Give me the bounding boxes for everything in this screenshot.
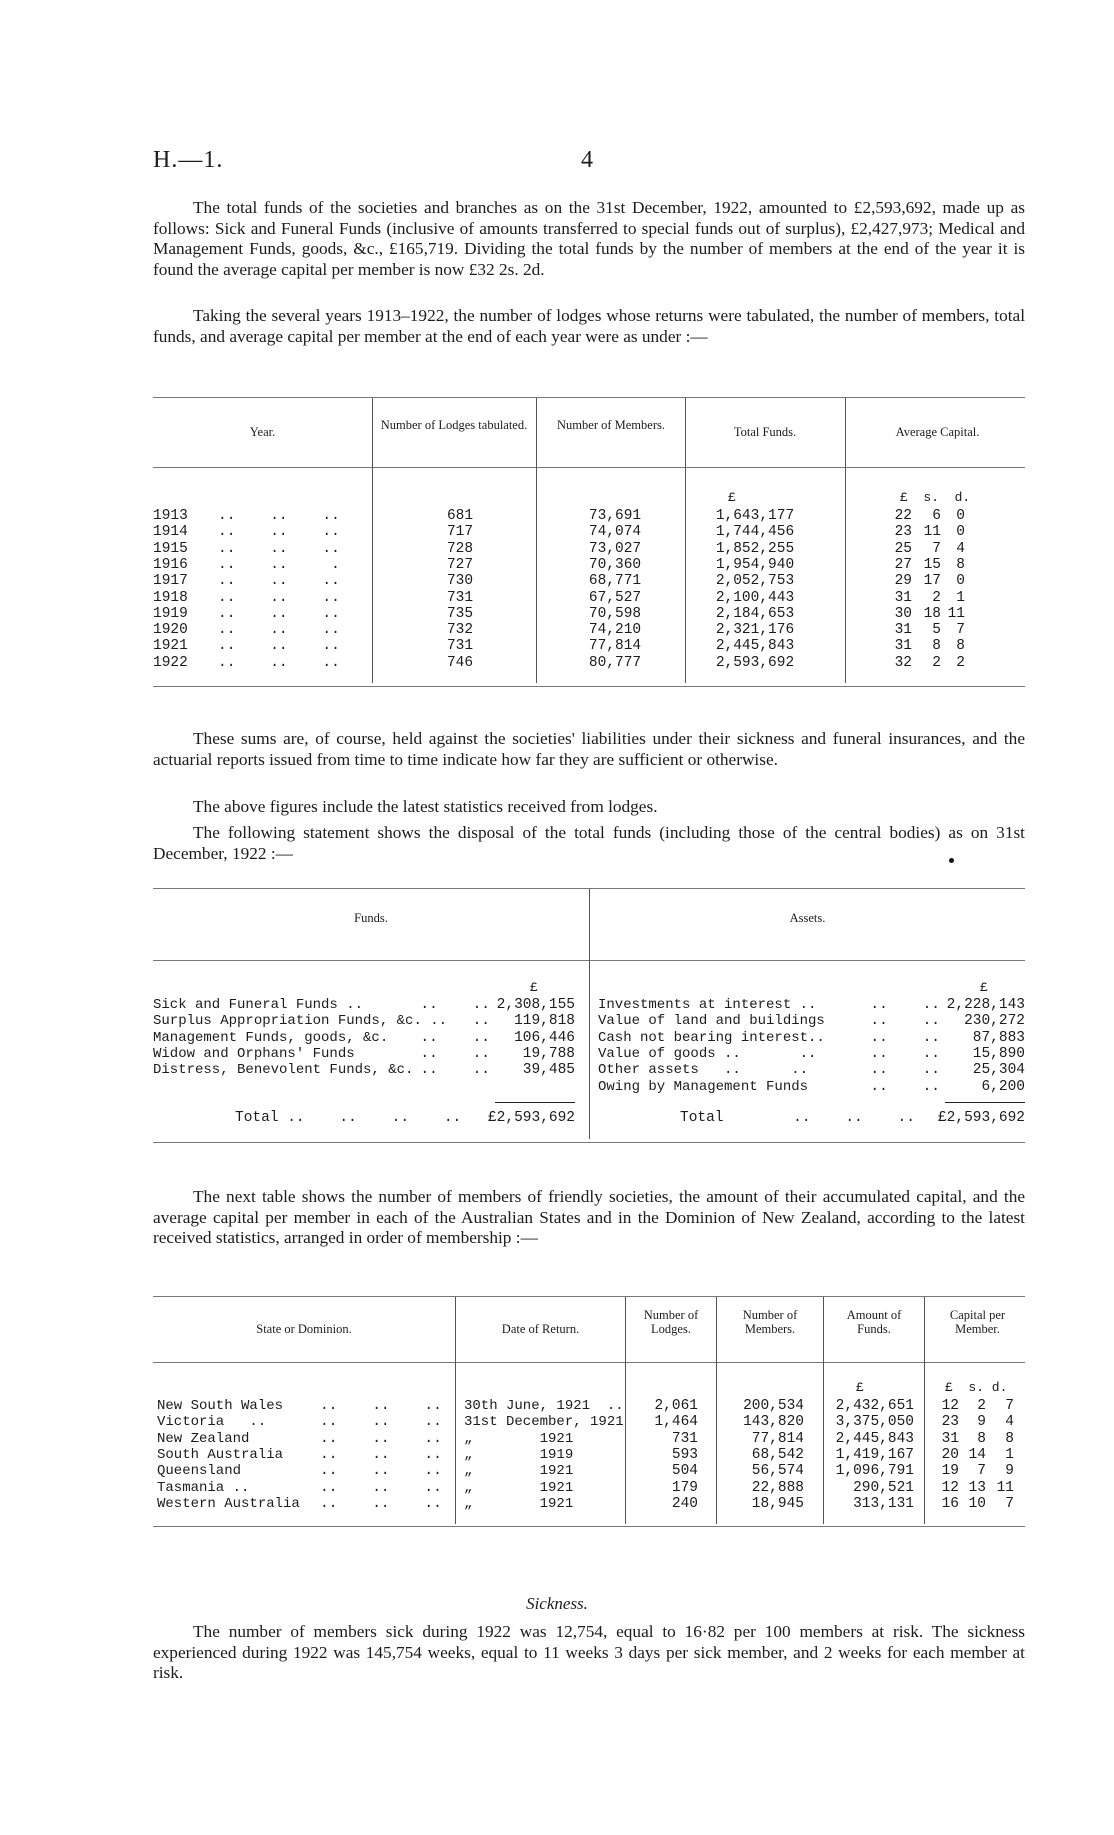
year-cell: 1920: [153, 622, 188, 639]
shillings-cell: 2: [977, 1398, 986, 1414]
members-cell: 18,945: [751, 1495, 804, 1512]
fund-value: 2,308,155: [496, 997, 575, 1013]
members-cell: 74,210: [588, 622, 642, 639]
state-cell: Queensland: [157, 1463, 242, 1480]
lodges-cell: 504: [671, 1463, 698, 1480]
lodges-cell: 731: [446, 589, 474, 606]
paragraph-years-intro: Taking the several years 1913–1922, the number of lodges whose returns were tabulated, the number of members, total funds, and average capital per member at the end of each year were as under :—: [153, 306, 1025, 346]
year-cell: 1914: [153, 524, 188, 541]
paragraph-states-intro: The next table shows the number of members of friendly societies, the amount of their accumulated capital, and the average capital per member in each of the Australian States and in the Dominion of New Zealand, according to the latest received statistics, arranged in order of membership :—: [153, 1187, 1025, 1247]
asset-label: Owing by Management Funds: [598, 1078, 809, 1095]
state-cell: South Australia: [157, 1446, 284, 1463]
asset-value: 230,272: [964, 1013, 1025, 1030]
asset-label: Other assets .. ..: [598, 1062, 809, 1079]
asset-value: 6,200: [981, 1078, 1025, 1095]
leader-dots: .. .. ..: [218, 524, 340, 541]
header-state: State or Dominion.: [256, 1322, 352, 1336]
lodges-cell: 735: [446, 605, 474, 622]
year-cell: 1919: [153, 605, 188, 622]
leader-dots: .. .. ..: [218, 508, 340, 524]
shillings-cell: 11: [923, 524, 941, 541]
asset-label: Investments at interest ..: [598, 997, 817, 1013]
pence-cell: 8: [956, 638, 965, 655]
date-cell: „ 1921: [464, 1495, 574, 1512]
fund-label: Sick and Funeral Funds ..: [153, 997, 364, 1013]
assets-total-label: Total .. .. ..: [680, 1110, 915, 1126]
leader-dots: .. ..: [870, 1013, 940, 1030]
assets-total-value: £2,593,692: [937, 1110, 1025, 1126]
table-rule: [153, 1142, 1025, 1143]
shillings-cell: 6: [932, 508, 941, 524]
shillings-cell: 14: [968, 1446, 986, 1463]
pounds-cell: 20: [941, 1446, 959, 1463]
members-cell: 73,691: [588, 508, 642, 524]
header-average: Average Capital.: [895, 425, 980, 439]
leader-dots: .. .. ..: [218, 573, 340, 590]
shillings-cell: 13: [968, 1479, 986, 1496]
lodges-cell: 179: [671, 1479, 698, 1496]
fund-label: Distress, Benevolent Funds, &c.: [153, 1062, 414, 1079]
year-cell: 1921: [153, 638, 188, 655]
table-rule: [153, 397, 1025, 398]
pence-cell: 11: [996, 1479, 1014, 1496]
shillings-cell: 10: [968, 1495, 986, 1512]
leader-dots: .. .. ..: [320, 1414, 442, 1431]
pounds-cell: 31: [941, 1430, 959, 1447]
funds-cell: 2,445,843: [835, 1430, 914, 1447]
funds-cell: 3,375,050: [835, 1414, 914, 1431]
unit-pound: £: [856, 1380, 864, 1395]
unit-lsd: £ s. d.: [945, 1380, 1008, 1395]
shillings-cell: 2: [932, 589, 941, 606]
table-rule: [153, 1362, 1025, 1363]
date-cell: 31st December, 1921: [464, 1414, 624, 1431]
leader-dots: .. .. ..: [218, 589, 340, 606]
pounds-cell: 22: [894, 508, 912, 524]
members-cell: 77,814: [588, 638, 642, 655]
asset-value: 25,304: [972, 1062, 1025, 1079]
pounds-cell: 25: [894, 540, 912, 557]
year-cell: 1918: [153, 589, 188, 606]
pounds-cell: 23: [941, 1414, 959, 1431]
shillings-cell: 18: [923, 605, 941, 622]
year-cell: 1915: [153, 540, 188, 557]
column-divider: [536, 398, 537, 683]
pence-cell: 1: [1005, 1446, 1014, 1463]
lodges-cell: 1,464: [654, 1414, 698, 1431]
shillings-cell: 5: [932, 622, 941, 639]
members-cell: 68,771: [588, 573, 642, 590]
asset-label: Cash not bearing interest..: [598, 1029, 825, 1046]
members-cell: 56,574: [751, 1463, 804, 1480]
funds-total-value: £2,593,692: [487, 1110, 575, 1126]
header-funds: Funds.: [354, 911, 388, 925]
header-members: Number of Members.: [742, 1308, 798, 1336]
leader-dots: .. ..: [420, 1062, 490, 1079]
members-cell: 74,074: [588, 524, 642, 541]
pounds-cell: 31: [894, 638, 912, 655]
leader-dots: .. ..: [870, 997, 940, 1013]
pounds-cell: 12: [941, 1398, 959, 1414]
funds-cell: 290,521: [853, 1479, 914, 1496]
funds-cell: 2,052,753: [715, 573, 795, 590]
pounds-cell: 12: [941, 1479, 959, 1496]
asset-label: Value of land and buildings: [598, 1013, 825, 1030]
funds-cell: 2,445,843: [715, 638, 795, 655]
shillings-cell: 8: [932, 638, 941, 655]
unit-pound: £: [530, 980, 538, 995]
members-cell: 80,777: [588, 654, 642, 671]
members-cell: 22,888: [751, 1479, 804, 1496]
page-number: 4: [581, 147, 593, 173]
funds-cell: 2,184,653: [715, 605, 795, 622]
pence-cell: 2: [956, 654, 965, 671]
funds-cell: 313,131: [853, 1495, 914, 1512]
column-divider: [716, 1297, 717, 1524]
leader-dots: .. .. .: [218, 556, 340, 573]
shillings-cell: 7: [932, 540, 941, 557]
leader-dots: .. ..: [870, 1062, 940, 1079]
stray-mark: [949, 858, 954, 863]
state-cell: Tasmania ..: [157, 1479, 250, 1496]
pence-cell: 0: [956, 508, 965, 524]
pence-cell: 7: [1005, 1398, 1014, 1414]
table-rule: [153, 686, 1025, 687]
state-cell: Western Australia: [157, 1495, 300, 1512]
funds-cell: 2,321,176: [715, 622, 795, 639]
funds-cell: 1,419,167: [835, 1446, 914, 1463]
asset-label: Value of goods .. ..: [598, 1045, 817, 1062]
paragraph-disposal-intro: The following statement shows the disposal of the total funds (including those of the central bodies) as on 31st December, 1922 :—: [153, 823, 1025, 863]
column-divider: [625, 1297, 626, 1524]
header-capital: Capital per Member.: [949, 1308, 1006, 1336]
asset-value: 15,890: [972, 1045, 1025, 1062]
unit-pound: £: [980, 980, 988, 995]
fund-label: Management Funds, goods, &c.: [153, 1029, 389, 1046]
fund-value: 39,485: [522, 1062, 575, 1079]
leader-dots: .. ..: [420, 1029, 490, 1046]
leader-dots: .. .. ..: [218, 540, 340, 557]
year-cell: 1916: [153, 556, 188, 573]
pence-cell: 7: [1005, 1495, 1014, 1512]
paragraph-sickness: The number of members sick during 1922 was 12,754, equal to 16·82 per 100 members at risk. The sickness experienced during 1922 was 145,754 weeks, equal to 11 weeks 3 days per sick member, and 2 weeks for each member at risk.: [153, 1622, 1025, 1682]
header-funds: Total Funds.: [733, 425, 797, 439]
fund-value: 106,446: [514, 1029, 575, 1046]
funds-cell: 1,954,940: [715, 556, 795, 573]
header-lodges: Number of Lodges.: [643, 1308, 699, 1336]
table-rule: [153, 1526, 1025, 1527]
unit-pound: £: [728, 490, 736, 505]
members-cell: 73,027: [588, 540, 642, 557]
members-cell: 143,820: [743, 1414, 804, 1431]
lodges-cell: 593: [671, 1446, 698, 1463]
year-cell: 1913: [153, 508, 188, 524]
header-year: Year.: [249, 425, 276, 439]
document-reference: H.—1.: [153, 147, 224, 173]
lodges-cell: 728: [446, 540, 474, 557]
leader-dots: .. .. ..: [218, 605, 340, 622]
leader-dots: .. ..: [420, 997, 490, 1013]
leader-dots: .. .. ..: [320, 1430, 442, 1447]
shillings-cell: 17: [923, 573, 941, 590]
members-cell: 68,542: [751, 1446, 804, 1463]
members-cell: 70,360: [588, 556, 642, 573]
state-cell: New Zealand: [157, 1430, 250, 1447]
pence-cell: 8: [956, 556, 965, 573]
lodges-cell: 731: [446, 638, 474, 655]
pence-cell: 9: [1005, 1463, 1014, 1480]
leader-dots: ..: [472, 1013, 490, 1030]
leader-dots: .. .. ..: [320, 1398, 442, 1414]
paragraph-total-funds: The total funds of the societies and branches as on the 31st December, 1922, amounted to £2,593,692, made up as follows: Sick and Funeral Funds (inclusive of amounts transferred to special funds out of surplus), £2,427,973; Medical and Management Funds, goods, &c., £165,719. Dividing the total funds by the number of members at the end of the year it is found the average capital per member is now £32 2s. 2d.: [153, 198, 1025, 279]
asset-value: 2,228,143: [946, 997, 1025, 1013]
leader-dots: .. .. ..: [218, 638, 340, 655]
pounds-cell: 23: [894, 524, 912, 541]
year-cell: 1922: [153, 654, 188, 671]
date-cell: „ 1921: [464, 1430, 574, 1447]
fund-label: Surplus Appropriation Funds, &c. ..: [153, 1013, 448, 1030]
state-cell: Victoria ..: [157, 1414, 267, 1431]
pounds-cell: 31: [894, 589, 912, 606]
lodges-cell: 727: [446, 556, 474, 573]
members-cell: 77,814: [751, 1430, 804, 1447]
funds-cell: 2,593,692: [715, 654, 795, 671]
pounds-cell: 30: [894, 605, 912, 622]
shillings-cell: 15: [923, 556, 941, 573]
shillings-cell: 8: [977, 1430, 986, 1447]
date-cell: „ 1919: [464, 1446, 574, 1463]
leader-dots: .. .. ..: [320, 1479, 442, 1496]
pence-cell: 4: [956, 540, 965, 557]
paragraph-latest-statistics: The above figures include the latest statistics received from lodges.: [193, 797, 658, 816]
leader-dots: .. ..: [870, 1045, 940, 1062]
pence-cell: 4: [1005, 1414, 1014, 1431]
pence-cell: 7: [956, 622, 965, 639]
leader-dots: .. .. ..: [320, 1446, 442, 1463]
shillings-cell: 7: [977, 1463, 986, 1480]
funds-cell: 2,432,651: [835, 1398, 914, 1414]
pence-cell: 8: [1005, 1430, 1014, 1447]
shillings-cell: 9: [977, 1414, 986, 1431]
members-cell: 200,534: [743, 1398, 804, 1414]
pence-cell: 1: [956, 589, 965, 606]
date-cell: „ 1921: [464, 1463, 574, 1480]
header-assets: Assets.: [789, 911, 826, 925]
date-cell: 30th June, 1921 ..: [464, 1398, 624, 1414]
leader-dots: .. .. ..: [218, 654, 340, 671]
lodges-cell: 731: [671, 1430, 698, 1447]
leader-dots: .. .. ..: [320, 1495, 442, 1512]
leader-dots: .. ..: [870, 1078, 940, 1095]
header-members: Number of Members.: [557, 418, 665, 432]
sum-rule: [495, 1102, 575, 1103]
fund-value: 119,818: [514, 1013, 575, 1030]
section-heading-sickness: Sickness.: [526, 1594, 588, 1613]
pounds-cell: 27: [894, 556, 912, 573]
paragraph-liabilities: These sums are, of course, held against the societies' liabilities under their sickness and funeral insurances, and the actuarial reports issued from time to time indicate how far they are sufficient or otherwise.: [153, 729, 1025, 769]
table-rule: [153, 1296, 1025, 1297]
pence-cell: 0: [956, 573, 965, 590]
leader-dots: .. ..: [870, 1029, 940, 1046]
unit-lsd: £ s. d.: [900, 490, 971, 505]
lodges-cell: 746: [446, 654, 474, 671]
pence-cell: 11: [947, 605, 965, 622]
table-rule: [153, 467, 1025, 468]
leader-dots: .. ..: [420, 1045, 490, 1062]
funds-cell: 1,852,255: [715, 540, 795, 557]
fund-value: 19,788: [522, 1045, 575, 1062]
lodges-cell: 732: [446, 622, 474, 639]
funds-cell: 2,100,443: [715, 589, 795, 606]
column-divider: [924, 1297, 925, 1524]
shillings-cell: 2: [932, 654, 941, 671]
column-divider: [372, 398, 373, 683]
date-cell: „ 1921: [464, 1479, 574, 1496]
column-divider: [589, 889, 590, 1139]
header-amount: Amount of Funds.: [846, 1308, 902, 1336]
lodges-cell: 240: [671, 1495, 698, 1512]
year-cell: 1917: [153, 573, 188, 590]
funds-cell: 1,744,456: [715, 524, 795, 541]
funds-total-label: Total .. .. .. ..: [235, 1110, 462, 1126]
fund-label: Widow and Orphans' Funds: [153, 1045, 355, 1062]
asset-value: 87,883: [972, 1029, 1025, 1046]
header-lodges: Number of Lodges tabulated.: [380, 418, 528, 432]
members-cell: 70,598: [588, 605, 642, 622]
pounds-cell: 32: [894, 654, 912, 671]
pence-cell: 0: [956, 524, 965, 541]
lodges-cell: 717: [446, 524, 474, 541]
funds-cell: 1,643,177: [715, 508, 795, 524]
leader-dots: .. .. ..: [218, 622, 340, 639]
pounds-cell: 19: [941, 1463, 959, 1480]
state-cell: New South Wales: [157, 1398, 284, 1414]
column-divider: [685, 398, 686, 683]
lodges-cell: 681: [446, 508, 474, 524]
pounds-cell: 31: [894, 622, 912, 639]
sum-rule: [945, 1102, 1025, 1103]
lodges-cell: 2,061: [654, 1398, 698, 1414]
header-date: Date of Return.: [501, 1322, 580, 1336]
pounds-cell: 16: [941, 1495, 959, 1512]
funds-cell: 1,096,791: [835, 1463, 914, 1480]
pounds-cell: 29: [894, 573, 912, 590]
members-cell: 67,527: [588, 589, 642, 606]
column-divider: [845, 398, 846, 683]
lodges-cell: 730: [446, 573, 474, 590]
leader-dots: .. .. ..: [320, 1463, 442, 1480]
